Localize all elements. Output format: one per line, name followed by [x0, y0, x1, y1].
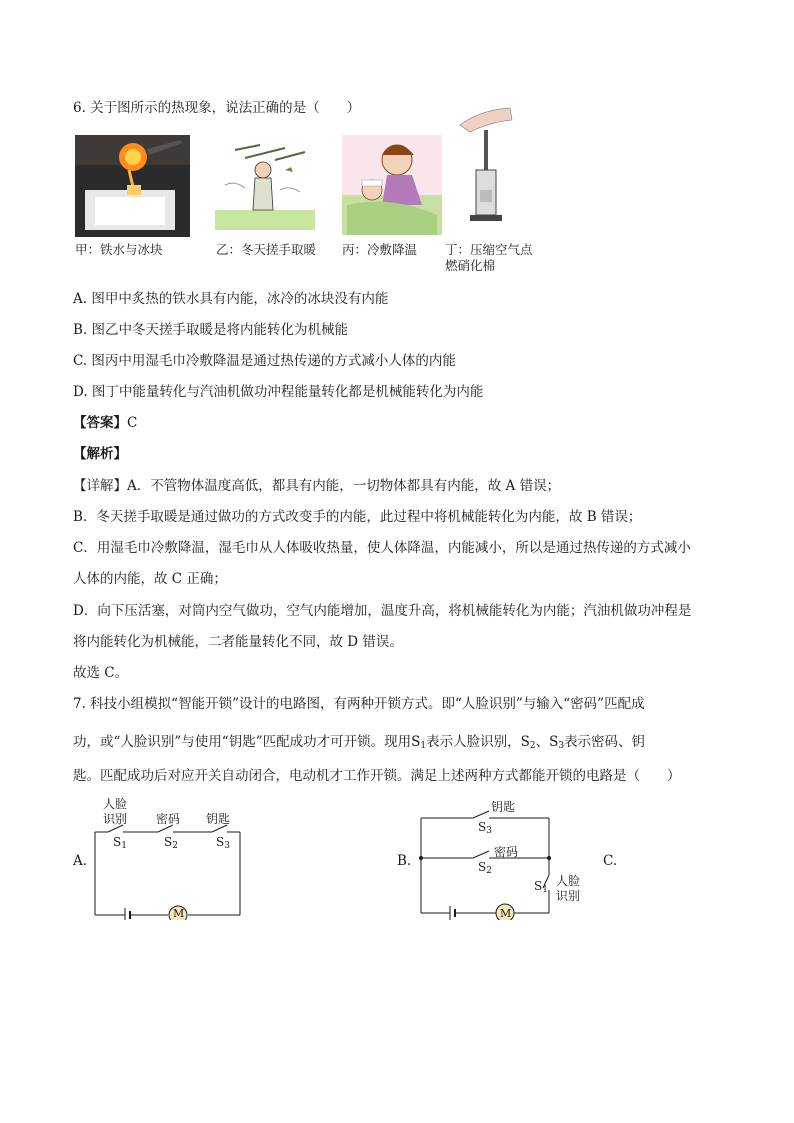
circuit-b-s2: $S_2$: [478, 860, 492, 876]
figure-rubbing-hands: [215, 140, 315, 230]
circuit-b-face-2: 识别: [556, 889, 581, 903]
caption-ding-1: 丁：压缩空气点: [445, 242, 533, 257]
q7-option-a-label: A.: [73, 853, 88, 869]
circuit-b-s1: $S_1$: [534, 879, 548, 895]
q6-figures: [70, 100, 550, 275]
q6-detail-2: B．冬天搓手取暖是通过做功的方式改变手的内能，此过程中将机械能转化为内能，故 B 错误；: [73, 509, 642, 525]
caption-bing: 丙：冷敷降温: [342, 242, 418, 257]
q6-detail-5: D．向下压活塞，对筒内空气做功，空气内能增加，温度升高，将机械能转化为内能；汽油机做功冲程是: [73, 603, 692, 619]
q7-option-b-label: B.: [397, 853, 412, 869]
circuit-a-password: 密码: [156, 812, 181, 826]
circuit-a-s2: $S_2$: [164, 835, 178, 851]
q6-analysis-label: 【解析】: [73, 446, 127, 462]
q6-answer: [73, 411, 137, 431]
circuit-a-motor-label: M: [173, 907, 185, 920]
figure-air-compression: [450, 100, 525, 230]
caption-jia: 甲：铁水与冰块: [75, 242, 163, 257]
q6-option-b: B. 图乙中冬天搓手取暖是将内能转化为机械能: [73, 322, 349, 338]
circuit-b-motor-label: M: [500, 907, 512, 920]
answer-label: 【答案】: [73, 415, 127, 431]
circuit-a-key: 钥匙: [206, 812, 231, 826]
q6-option-a: A. 图甲中炙热的铁水具有内能，冰冷的冰块没有内能: [73, 291, 389, 307]
circuit-b-key: 钥匙: [491, 800, 516, 814]
q7-line-2: 功，或“人脸识别”与使用“钥匙”匹配成功才可开锁。现用$S_1$表示人脸识别，$S_2$、$S_3$表示密码、钥: [73, 734, 646, 751]
figure-iron-and-ice: [75, 135, 190, 237]
q6-detail-4: 人体的内能，故 C 正确；: [73, 571, 227, 587]
q6-detail-3: C．用湿毛巾冷敷降温，湿毛巾从人体吸收热量，使人体降温，内能减小，所以是通过热传递的方式减小: [73, 540, 691, 556]
circuit-a-face-1: 人脸: [103, 797, 128, 811]
q7-line-3: 匙。匹配成功后对应开关自动闭合，电动机才工作开锁。满足上述两种方式都能开锁的电路是（ ）: [73, 768, 681, 784]
q7-option-c-label: C.: [603, 853, 618, 869]
circuit-b-face-1: 人脸: [556, 874, 581, 888]
circuit-a-s1: $S_1$: [113, 835, 127, 851]
q6-detail-1: 【详解】A．不管物体温度高低，都具有内能，一切物体都具有内能，故 A 错误；: [73, 478, 561, 494]
answer-value: C: [127, 415, 138, 431]
caption-yi: 乙：冬天搓手取暖: [216, 242, 317, 257]
circuit-a-s3: $S_3$: [216, 835, 230, 851]
circuit-a-face-2: 识别: [103, 812, 128, 826]
q7-line-1: 7. 科技小组模拟“智能开锁”设计的电路图，有两种开锁方式。即“人脸识别”与输入“密码”匹配成: [73, 696, 645, 712]
q6-option-d: D. 图丁中能量转化与汽油机做功冲程能量转化都是机械能转化为内能: [73, 384, 484, 400]
q6-option-c: C. 图丙中用湿毛巾冷敷降温是通过热传递的方式减小人体的内能: [73, 353, 456, 369]
figure-cold-compress: [342, 135, 442, 235]
circuit-b-password: 密码: [494, 845, 519, 859]
q6-stem: 6. 关于图所示的热现象，说法正确的是（ ）: [73, 100, 361, 116]
circuit-b-s3: $S_3$: [478, 820, 492, 836]
q6-detail-6: 将内能转化为机械能，二者能量转化不同，故 D 错误。: [73, 634, 403, 650]
q6-detail-7: 故选 C。: [73, 665, 129, 681]
caption-ding-2: 燃硝化棉: [445, 258, 496, 273]
